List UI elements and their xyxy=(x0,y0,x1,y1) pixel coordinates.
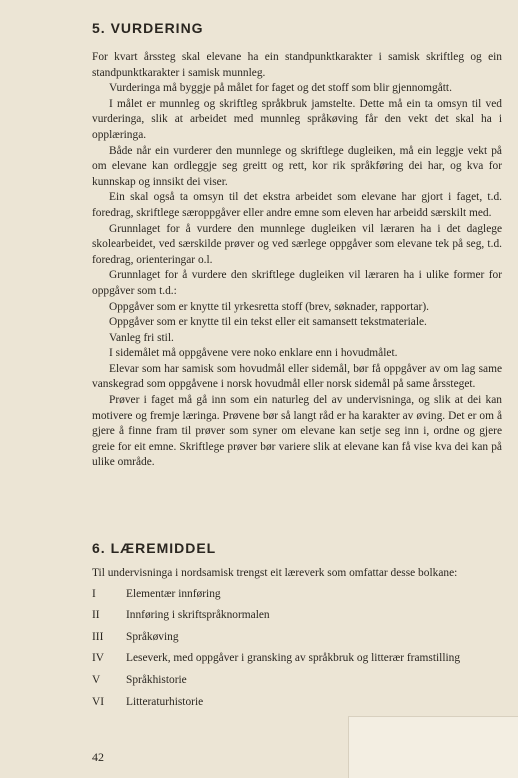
paragraph: Elevar som har samisk som hovudmål eller sidemål, bør få oppgåver av om lag same vanskegrad som oppgåvene i norsk hovudmål eller norsk sidemål på same årssteget. xyxy=(92,362,502,391)
paper-label-patch xyxy=(348,716,518,778)
paragraph: Til undervisninga i nordsamisk trengst eit læreverk som omfattar desse bolkane: xyxy=(92,567,458,579)
textbook-parts-list xyxy=(92,587,502,711)
list-number: I xyxy=(92,587,96,600)
paragraph: Vanleg fri stil. xyxy=(109,331,174,344)
paragraph: Både når ein vurderer den munnlege og skriftlege dugleiken, må ein leggje vekt på om elevane kan ordleggje seg greitt og rett, kor rik språkføring dei har, og kva for kunnskap og innsikt dei viser. xyxy=(92,144,502,188)
paragraph: Oppgåver som er knytte til ein tekst eller eit samansett tekstmateriale. xyxy=(109,316,427,329)
list-item xyxy=(92,608,502,624)
section-5-body xyxy=(92,50,502,471)
page-number: 42 xyxy=(92,750,104,764)
list-text: Språkhistorie xyxy=(126,673,187,686)
paragraph: For kvart årssteg skal elevane ha ein standpunktkarakter i samisk skriftleg og ein standpunktkarakter i samisk munnleg. xyxy=(92,51,502,79)
list-number: VI xyxy=(92,695,105,708)
paragraph: Grunnlaget for å vurdere den skriftlege dugleiken vil læraren ha i ulike former for oppgåver som t.d.: xyxy=(92,269,502,297)
paragraph: Grunnlaget for å vurdere den munnlege dugleiken vil læraren ha i det daglege skolearbeidet, ved særskilde prøver og ved særlege oppgåver som elevane tek på seg, t.d. foredrag, orienteringar o.l. xyxy=(92,222,502,266)
section-6-heading: 6. LÆREMIDDEL xyxy=(92,540,217,556)
paragraph: Ein skal også ta omsyn til det ekstra arbeidet som elevane har gjort i faget, t.d. foredrag, skriftlege særoppgåver eller andre emne som eleven har arbeidd særskilt med. xyxy=(92,191,502,219)
list-number: II xyxy=(92,609,100,622)
list-item xyxy=(92,695,502,711)
paragraph: I sidemålet må oppgåvene vere noko enklare enn i hovudmålet. xyxy=(109,347,398,360)
list-item xyxy=(92,673,502,689)
paragraph: Prøver i faget må gå inn som ein naturleg del av undervisninga, og slik at dei kan motivere og fremje læringa. Prøvene bør så langt råd er ha karakter av øving. Det er om å gjere å finne fram til prøver som syner om elevane kan setje seg inn i, ordne og gjere greie for eit emne. Skriftlege prøver bør variere slik at elevane kan få vise kva dei kan på ulike område. xyxy=(92,394,502,469)
list-text: Leseverk, med oppgåver i gransking av språkbruk og litterær framstilling xyxy=(126,652,461,665)
list-item xyxy=(92,651,502,667)
list-number: IV xyxy=(92,652,105,665)
paragraph: Vurderinga må byggje på målet for faget og det stoff som blir gjennomgått. xyxy=(109,82,452,95)
section-6-body xyxy=(92,566,502,716)
list-item xyxy=(92,587,502,603)
section-5-heading: 5. VURDERING xyxy=(92,20,204,36)
list-item xyxy=(92,630,502,646)
list-text: Elementær innføring xyxy=(126,587,221,600)
list-text: Innføring i skriftspråknormalen xyxy=(126,609,270,622)
list-text: Litteraturhistorie xyxy=(126,695,204,708)
list-number: III xyxy=(92,630,104,643)
paragraph: Oppgåver som er knytte til yrkesretta stoff (brev, søknader, rapportar). xyxy=(109,300,429,313)
paragraph: I målet er munnleg og skriftleg språkbruk jamstelte. Dette må ein ta omsyn til ved vurderinga, slik at arbeidet med munnleg språkøving får den vekt det skal ha i opplæringa. xyxy=(92,97,502,141)
list-text: Språkøving xyxy=(126,630,179,643)
list-number: V xyxy=(92,673,101,686)
